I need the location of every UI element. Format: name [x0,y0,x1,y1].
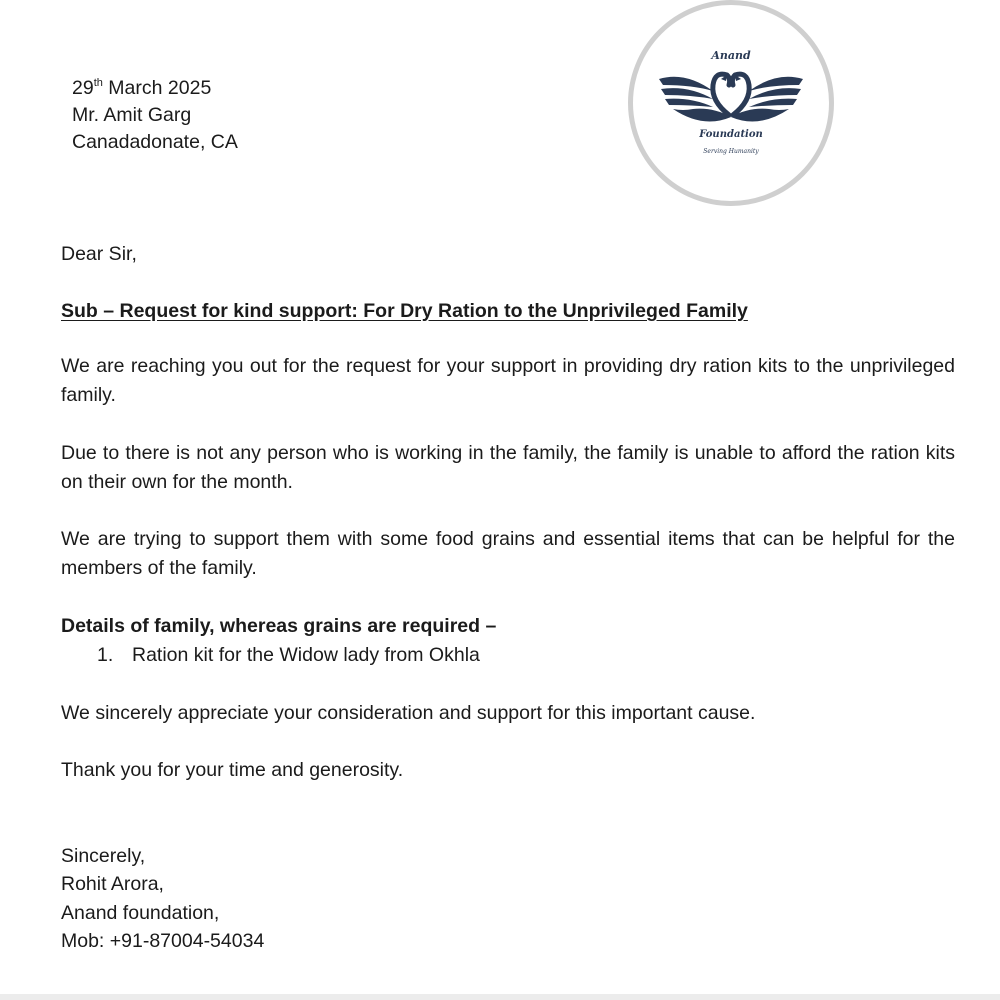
swans-heart-icon [633,5,829,201]
salutation: Dear Sir, [61,243,137,265]
logo-tagline: Serving Humanity [703,148,759,155]
signer-name: Rohit Arora, [61,873,164,895]
list-item [97,644,113,667]
date-rest: March 2025 [102,77,212,99]
paragraph-reason: Due to there is not any person who is working in the family, the family is unable to afford the ration kits on their own for the month. [61,442,955,493]
signer-phone: Mob: +91-87004-54034 [61,930,265,952]
appreciation-line: We sincerely appreciate your consideration and support for this important cause. [61,702,756,724]
paragraph-request: We are reaching you out for the request for your support in providing dry ration kits to the unprivileged family. [61,355,955,406]
subject-line: Sub – Request for kind support: For Dry Ration to the Unprivileged Family [61,300,748,322]
list-item-text: Ration kit for the Widow lady from Okhla [132,644,480,666]
logo-subtitle: Foundation [699,129,763,140]
date-day: 29 [72,77,94,99]
signer-org: Anand foundation, [61,902,220,924]
page-bottom-edge [0,994,1000,1000]
date-suffix: th [93,77,103,89]
letter-date [72,77,211,100]
recipient-org: Canadadonate, CA [72,131,238,153]
thanks-line: Thank you for your time and generosity. [61,759,404,781]
logo-title: Anand [711,49,751,62]
list-item-number: 1. [97,644,114,666]
recipient-name: Mr. Amit Garg [72,104,192,126]
foundation-logo [628,0,834,206]
paragraph-support: We are trying to support them with some food grains and essential items that can be helpful for the members of the family. [61,528,955,579]
details-heading: Details of family, whereas grains are required – [61,615,497,637]
closing: Sincerely, [61,845,146,867]
